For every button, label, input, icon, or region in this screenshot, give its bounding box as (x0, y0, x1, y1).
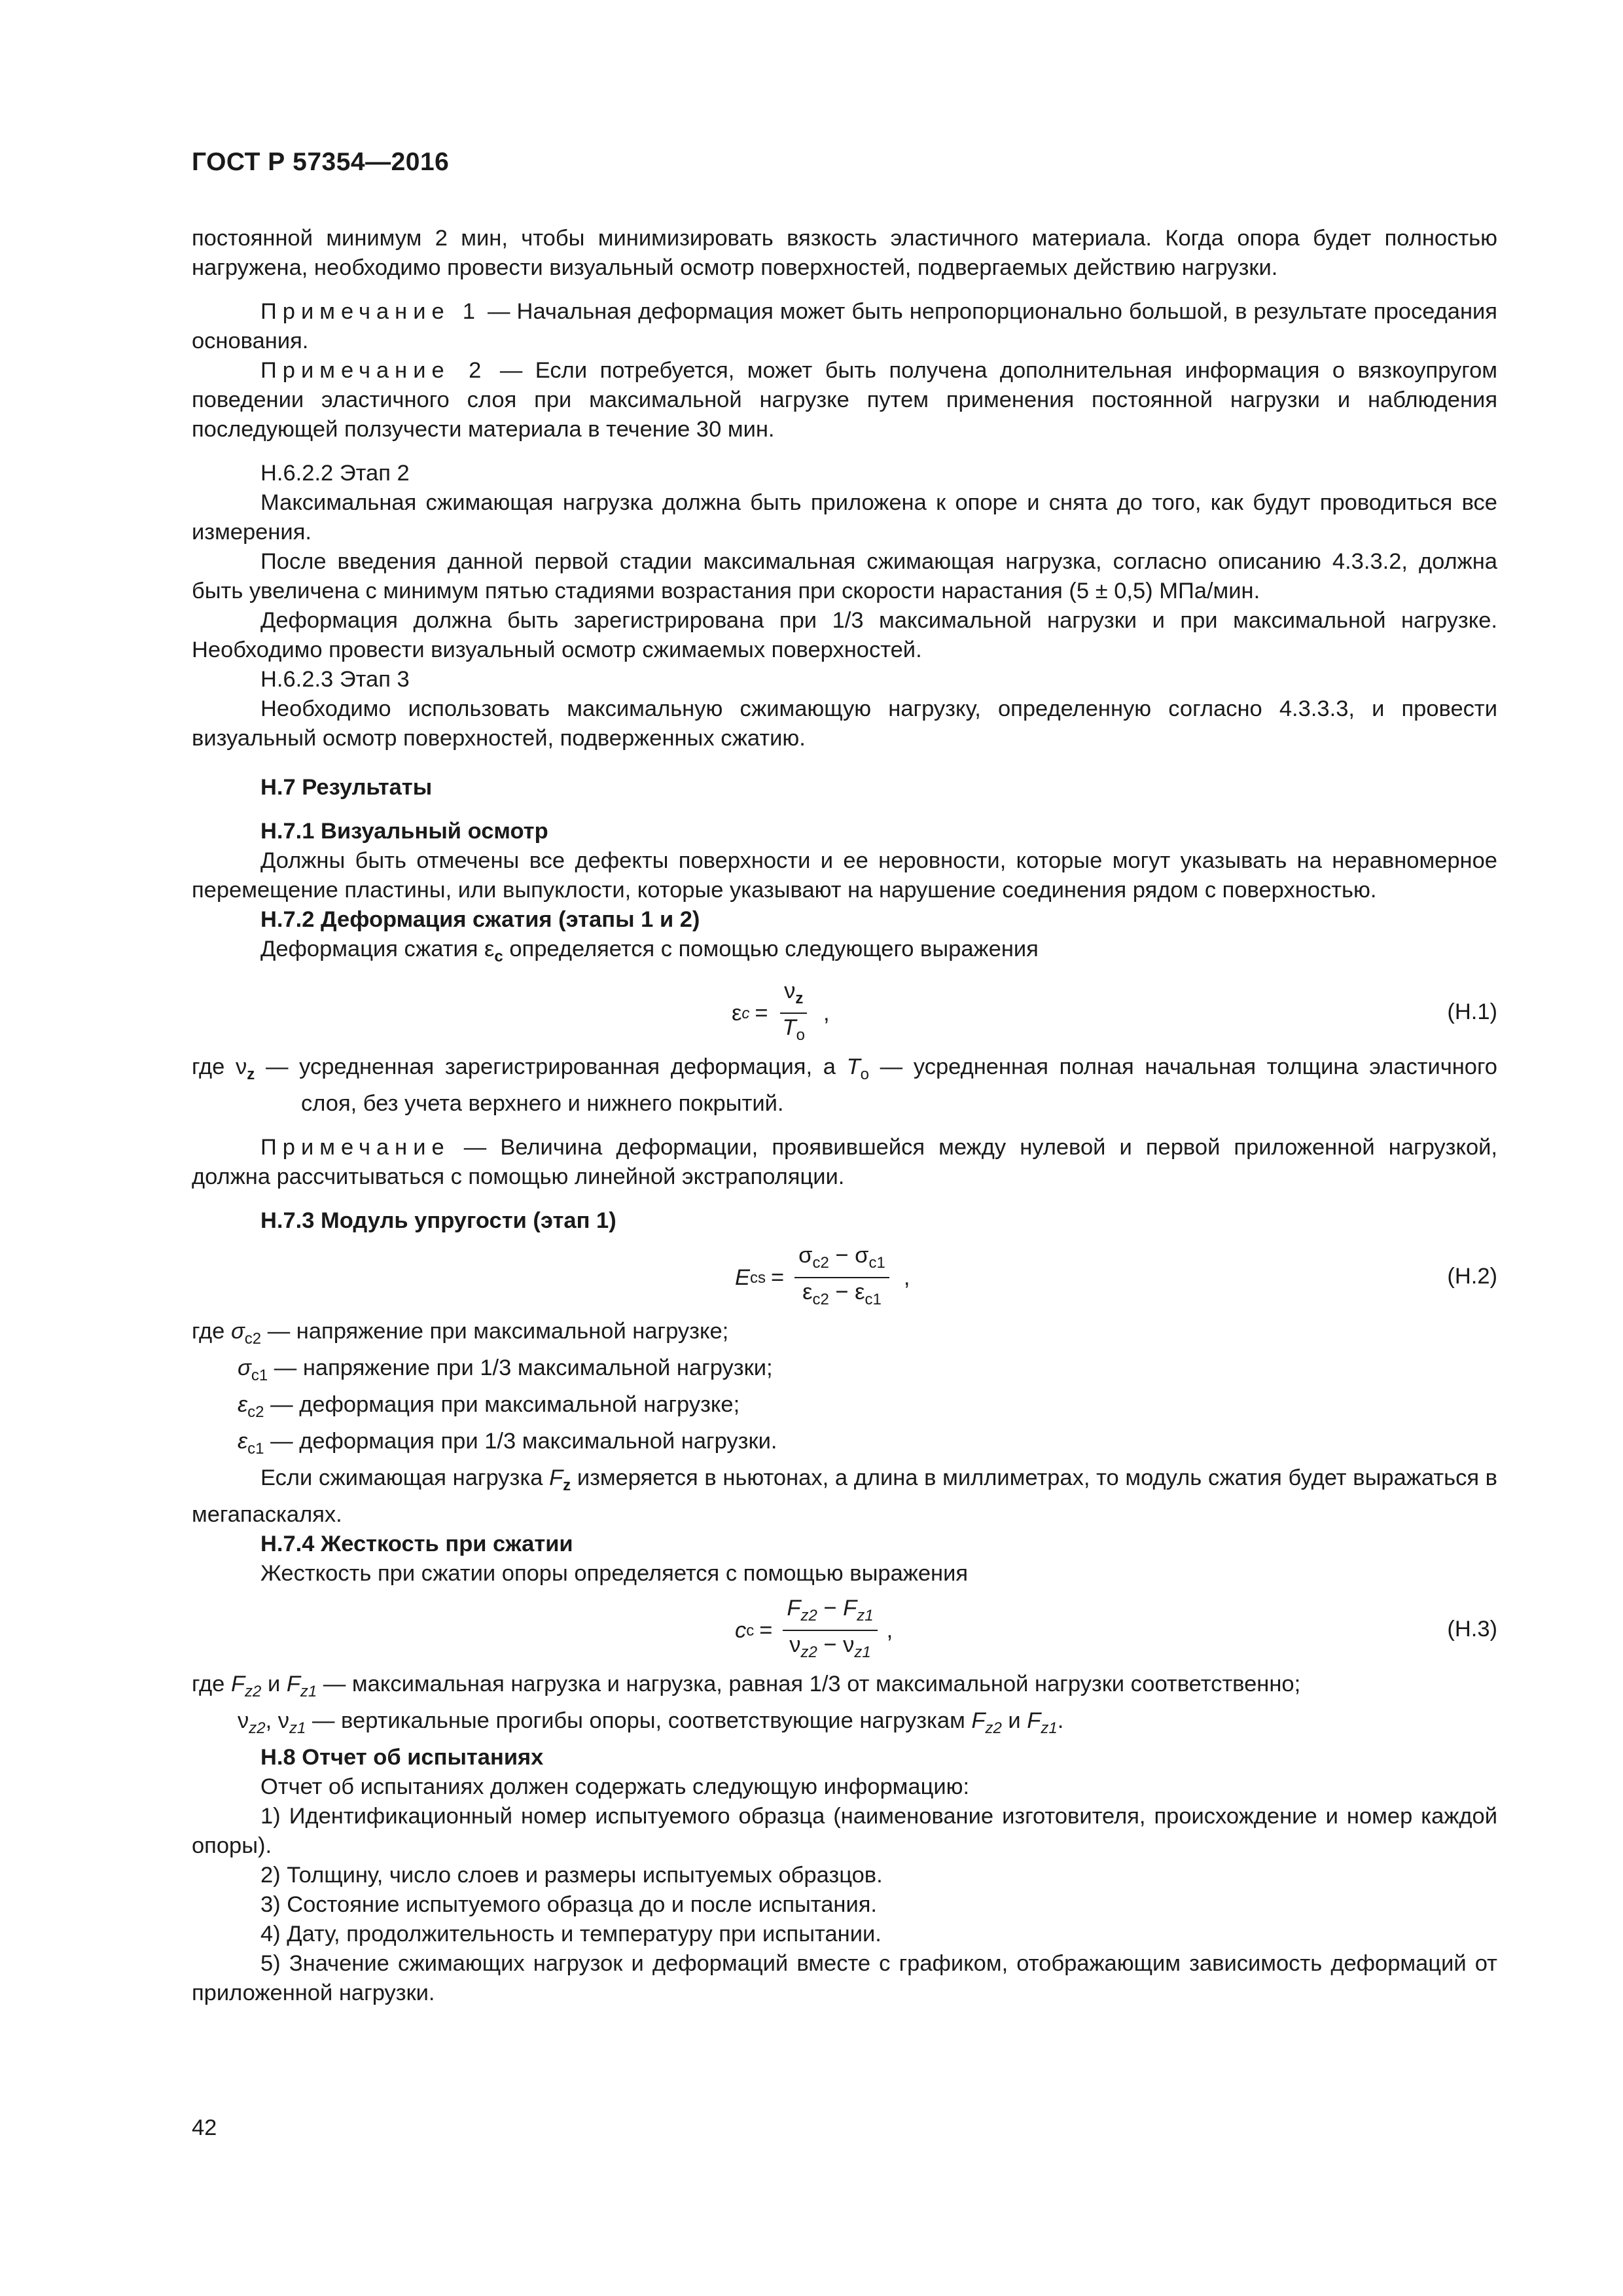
paragraph: Если сжимающая нагрузка $F_z$ измеряется в ньютонах, а длина в миллиметрах, то модуль сжатия будет выражаться в мегапаскалях. (192, 1465, 1497, 1527)
paragraph: Жесткость при сжатии опоры определяется с помощью выражения (260, 1561, 969, 1586)
formula-expression: c c = $\frac{F_{z2} - F_{z1}}{\nu_{z2} - \nu_{z1}}$ , (735, 1595, 893, 1666)
list-item: 1) Идентификационный номер испытуемого образца (наименование изготовителя, происхождение и номер каждой опоры). (192, 1804, 1497, 1858)
paragraph: Необходимо использовать максимальную сжимающую нагрузку, определенную согласно 4.3.3.3, и провести визуальный осмотр поверхностей, подверженных сжатию. (192, 696, 1497, 751)
formula-expression: E cs = $\frac{\sigma_{c2} - \sigma_{c1}}{\varepsilon_{c2} - \varepsilon_{c1}}$ , (735, 1242, 910, 1313)
list-item: 2) Толщину, число слоев и размеры испытуемых образцов. (260, 1863, 883, 1888)
definition-item: $\varepsilon_{c1}$ — деформация при 1/3 максимальной нагрузки. (238, 1429, 777, 1458)
formula-h3 (192, 1595, 1497, 1666)
paragraph: Деформация должна быть зарегистрирована при 1/3 максимальной нагрузки и при максимальной нагрузке. Необходимо провести визуальный осмотр сжимаемых поверхностей. (192, 608, 1497, 662)
section-heading: Н.7.1 Визуальный осмотр (260, 819, 548, 844)
symbol-definitions (192, 1317, 1497, 1463)
section-heading: Н.8 Отчет об испытаниях (260, 1745, 544, 1770)
section-heading: Н.7.4 Жесткость при сжатии (260, 1532, 573, 1556)
where-clause: где $\nu_z$ — усредненная зарегистрированная деформация, а $T_o$ — усредненная полная начальная толщина эластичного слоя, без учета верхнего и нижнего покрытий. (192, 1054, 1497, 1116)
definition-item: где $\sigma_{c2}$ — напряжение при максимальной нагрузке; (192, 1319, 729, 1348)
note-text: — Начальная деформация может быть непропорционально большой, в результате проседания основания. (192, 299, 1497, 353)
paragraph: Деформация сжатия $\varepsilon_c$ определяется с помощью следующего выражения (260, 937, 1039, 965)
definition-item: $\varepsilon_{c2}$ — деформация при максимальной нагрузке; (238, 1392, 740, 1421)
fraction: $\frac{\nu_z}{T_o}$ (779, 977, 809, 1049)
page-number: 42 (192, 2115, 217, 2140)
fraction: $\frac{\sigma_{c2} - \sigma_{c1}}{\varepsilon_{c2} - \varepsilon_{c1}}$ (794, 1242, 889, 1314)
formula-number: (Н.1) (1447, 999, 1497, 1024)
document-code-header: ГОСТ Р 57354—2016 (192, 148, 450, 176)
list-item: 4) Дату, продолжительность и температуру при испытании. (260, 1922, 882, 1946)
paragraph: Отчет об испытаниях должен содержать следующую информацию: (260, 1774, 970, 1799)
note-2 (192, 356, 1497, 444)
section-heading: Н.7.3 Модуль упругости (этап 1) (260, 1208, 616, 1233)
note-text: — Если потребуется, может быть получена дополнительная информация о вязкоупругом поведении эластичного слоя при максимальной нагрузке путем применения постоянной нагрузки и наблюдения последующей ползучести материала в течение 30 мин. (192, 358, 1497, 442)
formula-number: (Н.2) (1447, 1264, 1497, 1289)
document-body (192, 224, 1497, 2008)
section-heading: Н.7 Результаты (260, 775, 433, 800)
formula-h2 (192, 1242, 1497, 1313)
where-clause: $\nu_{z2}$, $\nu_{z1}$ — вертикальные прогибы опоры, соответствующие нагрузкам $F_{z2}$ и $F_{z1}$. (238, 1708, 1064, 1737)
formula-number: (Н.3) (1447, 1617, 1497, 1641)
list-item: 5) Значение сжимающих нагрузок и деформаций вместе с графиком, отображающим зависимость деформаций от приложенной нагрузки. (192, 1951, 1497, 2005)
formula-expression: ε c = $\frac{\nu_z}{T_o}$ , (732, 978, 830, 1049)
paragraph: постоянной минимум 2 мин, чтобы минимизировать вязкость эластичного материала. Когда опора будет полностью нагружена, необходимо провести визуальный осмотр поверхностей, подвергаемых действию нагрузки. (192, 226, 1497, 280)
fraction: $\frac{F_{z2} - F_{z1}}{\nu_{z2} - \nu_{z1}}$ (783, 1594, 877, 1666)
note-3: Примечание — Величина деформации, проявившейся между нулевой и первой приложенной нагрузкой, должна рассчитываться с помощью линейной экстраполяции. (192, 1135, 1497, 1189)
definition-item: $\sigma_{c1}$ — напряжение при 1/3 максимальной нагрузки; (238, 1355, 773, 1384)
paragraph: Максимальная сжимающая нагрузка должна быть приложена к опоре и снята до того, как будут проводиться все измерения. (192, 490, 1497, 545)
formula-h1 (192, 978, 1497, 1049)
list-item: 3) Состояние испытуемого образца до и после испытания. (260, 1892, 877, 1917)
section-heading: Н.7.2 Деформация сжатия (этапы 1 и 2) (260, 907, 700, 932)
paragraph: После введения данной первой стадии максимальная сжимающая нагрузка, согласно описанию 4.3.3.2, должна быть увеличена с минимум пятью стадиями возрастания при скорости нарастания (5 ± 0,5) МПа/мин. (192, 549, 1497, 603)
section-heading: Н.6.2.2 Этап 2 (260, 461, 410, 486)
where-clause: где $F_{z2}$ и $F_{z1}$ — максимальная нагрузка и нагрузка, равная 1/3 от максимальной нагрузки соответственно; (192, 1672, 1301, 1700)
note-label: Примечание 2 (260, 358, 488, 383)
note-1 (192, 297, 1497, 356)
section-heading: Н.6.2.3 Этап 3 (260, 667, 410, 692)
note-label: Примечание 1 (260, 299, 481, 324)
paragraph: Должны быть отмечены все дефекты поверхности и ее неровности, которые могут указывать на неравномерное перемещение пластины, или выпуклости, которые указывают на нарушение соединения рядом с поверхностью. (192, 848, 1497, 903)
